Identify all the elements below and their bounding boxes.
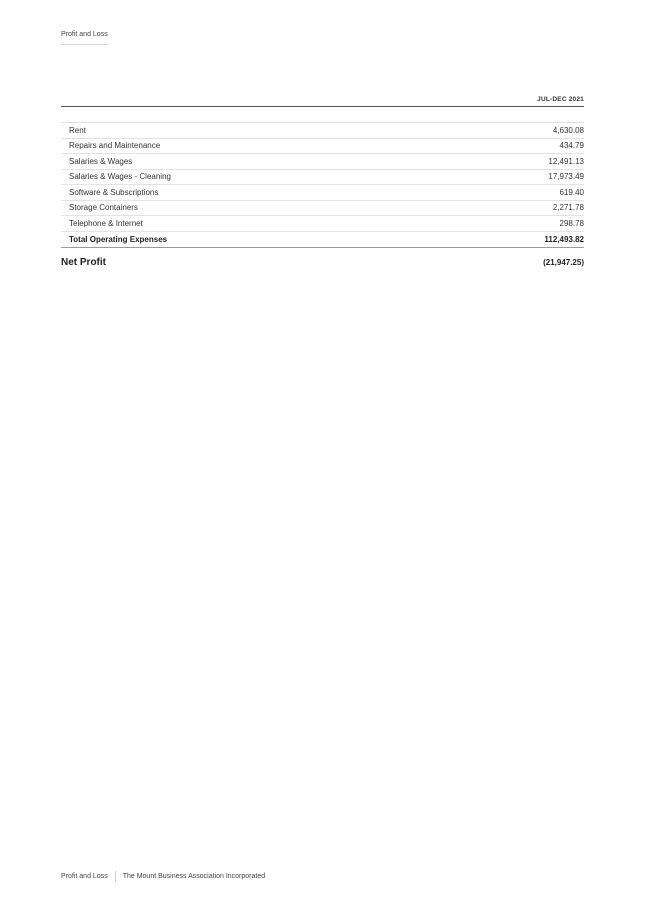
row-value: 17,973.49 — [548, 172, 584, 182]
footer-divider — [115, 871, 116, 882]
total-label: Total Operating Expenses — [69, 234, 168, 244]
row-label: Storage Containers — [69, 203, 138, 213]
total-value: 112,493.82 — [544, 234, 584, 244]
row-value: 298.78 — [559, 218, 584, 228]
row-value: 434.79 — [559, 141, 584, 151]
table-row — [61, 170, 584, 186]
table-row — [61, 123, 584, 139]
table-row — [61, 139, 584, 155]
table-row — [61, 201, 584, 217]
total-operating-expenses-row — [61, 232, 584, 248]
row-value: 619.40 — [559, 187, 584, 197]
row-label: Software & Subscriptions — [69, 187, 159, 197]
row-label: Salaries & Wages — [69, 156, 133, 166]
row-value: 2,271.78 — [552, 203, 584, 213]
net-profit-value: (21,947.25) — [543, 258, 584, 267]
row-value: 12,491.13 — [548, 156, 584, 166]
table-row — [61, 185, 584, 201]
net-profit-label: Net Profit — [61, 257, 106, 268]
table-row — [61, 216, 584, 232]
period-header-rule — [61, 106, 584, 107]
operating-expenses-section — [61, 122, 584, 248]
row-label: Repairs and Maintenance — [69, 141, 161, 151]
row-value: 4,630.08 — [552, 125, 584, 135]
table-row — [61, 154, 584, 170]
header-title: Profit and Loss — [61, 31, 108, 38]
footer-report-name: Profit and Loss — [61, 873, 108, 880]
net-profit-row — [61, 257, 584, 268]
header-underline — [61, 44, 109, 45]
row-label: Telephone & Internet — [69, 218, 143, 228]
row-label: Rent — [69, 125, 86, 135]
row-label: Salaries & Wages - Cleaning — [69, 172, 171, 182]
period-column-header: JUL-DEC 2021 — [537, 96, 584, 103]
page-footer — [61, 871, 265, 882]
footer-organization: The Mount Business Association Incorporated — [122, 873, 266, 880]
